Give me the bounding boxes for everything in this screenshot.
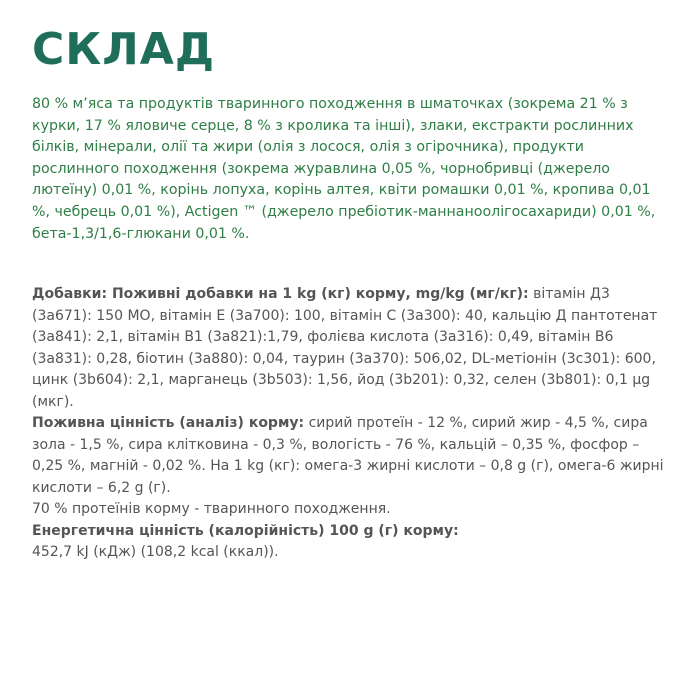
additives-text: вітамін Д3 (3a671): 150 МО, вітамін Е (3a700): 100, вітамін С (3a300): 40, кальцію Д пантотенат (3a841): 2,1, вітамін В1 (3a821):1,79, фолієва кислота (3a316): 0,49, вітамін В6 (3a831): 0,28, біотин (3a880): 0,04, таурин (3a370): 506,02, DL-метіонін (3c301): 600, цинк (3b604): 2,1, марганець (3b503): 1,56, йод (3b201): 0,32, селен (3b801): 0,1 µg (мкг).: [32, 286, 658, 410]
energy-value: 452,7 kJ (кДж) (108,2 kcal (ккал)).: [32, 544, 279, 560]
energy-label: Енергетична цінність (калорійність) 100 g (г) корму:: [32, 522, 459, 539]
analysis-text: сирий протеїн - 12 %, сирий жир - 4,5 %, сира зола - 1,5 %, сира клітковина - 0,3 %, вологість - 76 %, кальцій – 0,35 %, фосфор – 0,25 %, магній - 0,02 %. На 1 kg (кг): омега-3 жирні кислоти – 0,8 g (г), омега-6 жирні кислоти – 6,2 g (г).: [32, 415, 664, 496]
composition-text: 80 % м’яса та продуктів тваринного походження в шматочках (зокрема 21 % з курки, 17 % яловиче серце, 8 % з кролика та інші), злаки, екстракти рослинних білків, мінерали, олії та жири (олія з лосося, олія з огірочника), продукти рослинного походження (зокрема журавлина 0,05 %, чорнобривці (джерело лютеїну) 0,01 %, корінь лопуха, корінь алтея, квіти ромашки 0,01 %, кропива 0,01 %, чебрець 0,01 %), Actigen ™ (джерело пребіотик-маннаноолігосахариди) 0,01 %, бета-1,3/1,6-глюкани 0,01 %.: [32, 96, 656, 242]
nutrition-section: [32, 284, 672, 564]
page-title: СКЛАД: [32, 24, 216, 75]
additives-label: Добавки: Поживні добавки на 1 kg (кг) корму, mg/kg (мг/кг):: [32, 286, 529, 302]
analysis-paragraph: [32, 413, 672, 499]
protein-note: 70 % протеїнів корму - тваринного походження.: [32, 501, 391, 517]
analysis-label: Поживна цінність (аналіз) корму:: [32, 415, 305, 431]
additives-paragraph: [32, 284, 672, 413]
